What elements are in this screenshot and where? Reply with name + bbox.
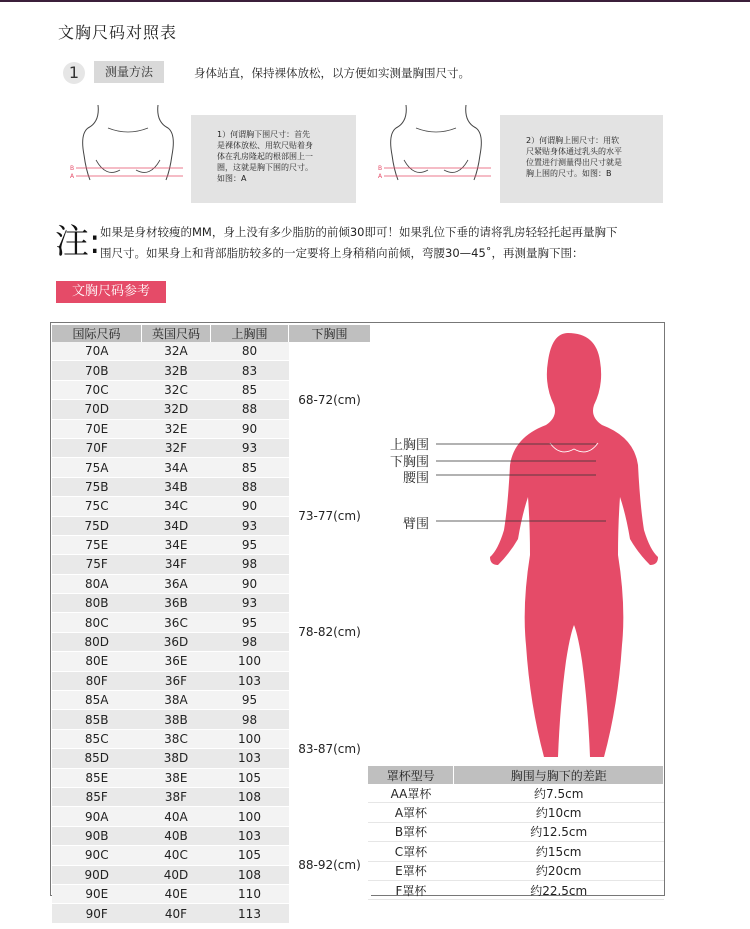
label-b: B	[378, 165, 383, 172]
cup-type-cell: F罩杯	[368, 880, 454, 899]
torso-sketch-overbust	[376, 100, 496, 200]
overbust-cell: 105	[211, 768, 289, 787]
overbust-cell: 88	[211, 400, 289, 419]
overbust-cell: 90	[211, 497, 289, 516]
torso-sketch-underbust	[68, 100, 188, 200]
international-size-cell: 70B	[52, 361, 142, 380]
international-size-cell: 90A	[52, 807, 142, 826]
table-row	[52, 342, 371, 361]
overbust-cell: 85	[211, 380, 289, 399]
measure-method-button: 测量方法	[94, 61, 164, 83]
international-size-cell: 75B	[52, 477, 142, 496]
international-size-cell: 70F	[52, 438, 142, 457]
cup-type-cell: A罩杯	[368, 803, 454, 822]
cup-difference-cell: 约12.5cm	[454, 822, 664, 841]
international-size-cell: 75F	[52, 555, 142, 574]
international-size-cell: 85F	[52, 787, 142, 806]
cup-difference-cell: 约7.5cm	[454, 784, 664, 803]
uk-size-cell: 38C	[142, 729, 211, 748]
size-chart	[50, 322, 665, 921]
international-size-cell: 90E	[52, 884, 142, 903]
info-line: 体在乳房隆起的根部围上一	[217, 152, 313, 161]
table-row	[368, 861, 664, 880]
uk-size-cell: 38F	[142, 787, 211, 806]
overbust-cell: 93	[211, 594, 289, 613]
international-size-cell: 75E	[52, 535, 142, 554]
overbust-cell: 103	[211, 749, 289, 768]
overbust-cell: 98	[211, 710, 289, 729]
underbust-range-cell: 68-72(cm)	[289, 342, 371, 458]
page-title: 文胸尺码对照表	[58, 23, 178, 42]
international-size-cell: 70E	[52, 419, 142, 438]
international-size-cell: 75C	[52, 497, 142, 516]
overbust-cell: 110	[211, 884, 289, 903]
international-size-cell: 80D	[52, 632, 142, 651]
international-size-cell: 70D	[52, 400, 142, 419]
international-size-cell: 70A	[52, 342, 142, 361]
overbust-cell: 85	[211, 458, 289, 477]
underbust-range-cell: 73-77(cm)	[289, 458, 371, 574]
underbust-range-cell: 83-87(cm)	[289, 691, 371, 807]
uk-size-cell: 36A	[142, 574, 211, 593]
uk-size-cell: 40C	[142, 846, 211, 865]
international-size-cell: 90C	[52, 846, 142, 865]
overbust-cell: 95	[211, 691, 289, 710]
overbust-cell: 90	[211, 419, 289, 438]
cup-difference-cell: 约10cm	[454, 803, 664, 822]
cup-type-cell: E罩杯	[368, 861, 454, 880]
header-cup-type: 罩杯型号	[368, 766, 454, 784]
label-waist: 腰围	[403, 471, 430, 486]
international-size-cell: 85C	[52, 729, 142, 748]
overbust-cell: 93	[211, 438, 289, 457]
overbust-cell: 113	[211, 904, 289, 923]
uk-size-cell: 32D	[142, 400, 211, 419]
cup-type-cell: B罩杯	[368, 822, 454, 841]
overbust-cell: 108	[211, 787, 289, 806]
header-difference: 胸围与胸下的差距	[454, 766, 664, 784]
size-table-header	[52, 325, 371, 342]
label-a: A	[378, 173, 383, 180]
step-number: 1	[63, 62, 85, 84]
uk-size-cell: 36F	[142, 671, 211, 690]
overbust-cell: 90	[211, 574, 289, 593]
overbust-cell: 103	[211, 671, 289, 690]
table-row	[368, 803, 664, 822]
international-size-cell: 90F	[52, 904, 142, 923]
label-upper-bust: 上胸围	[390, 438, 430, 453]
underbust-info-box	[191, 115, 356, 203]
header-international: 国际尺码	[52, 325, 142, 342]
international-size-cell: 80E	[52, 652, 142, 671]
international-size-cell: 70C	[52, 380, 142, 399]
overbust-cell: 95	[211, 535, 289, 554]
uk-size-cell: 36D	[142, 632, 211, 651]
overbust-cell: 93	[211, 516, 289, 535]
female-silhouette	[368, 325, 664, 766]
table-row	[52, 574, 371, 593]
body-figure-area	[368, 325, 664, 766]
uk-size-cell: 32B	[142, 361, 211, 380]
uk-size-cell: 40B	[142, 826, 211, 845]
uk-size-cell: 34C	[142, 497, 211, 516]
underbust-range-cell: 78-82(cm)	[289, 574, 371, 690]
table-row	[368, 880, 664, 899]
table-row	[368, 842, 664, 861]
international-size-cell: 90B	[52, 826, 142, 845]
international-size-cell: 80C	[52, 613, 142, 632]
international-size-cell: 85A	[52, 691, 142, 710]
overbust-cell: 95	[211, 613, 289, 632]
info-line: 位置进行测量得出尺寸就是	[526, 158, 622, 167]
uk-size-cell: 38B	[142, 710, 211, 729]
step-description: 身体站直，保持裸体放松，以方便如实测量胸围尺寸。	[194, 66, 470, 80]
uk-size-cell: 36C	[142, 613, 211, 632]
uk-size-cell: 32E	[142, 419, 211, 438]
size-reference-tag: 文胸尺码参考	[56, 281, 166, 303]
table-row	[52, 807, 371, 826]
cup-table	[368, 766, 664, 900]
international-size-cell: 75A	[52, 458, 142, 477]
header-overbust: 上胸围	[211, 325, 289, 342]
note-text	[100, 222, 680, 264]
uk-size-cell: 40F	[142, 904, 211, 923]
label-b: B	[70, 165, 75, 172]
table-row	[368, 822, 664, 841]
table-row	[52, 691, 371, 710]
uk-size-cell: 32A	[142, 342, 211, 361]
overbust-cell: 80	[211, 342, 289, 361]
overbust-cell: 88	[211, 477, 289, 496]
table-row	[52, 458, 371, 477]
info-line: 是裸体放松、用软尺贴着身	[217, 141, 313, 150]
cup-difference-cell: 约22.5cm	[454, 880, 664, 899]
overbust-cell: 100	[211, 807, 289, 826]
international-size-cell: 85B	[52, 710, 142, 729]
uk-size-cell: 38A	[142, 691, 211, 710]
overbust-cell: 83	[211, 361, 289, 380]
cup-table-header	[368, 766, 664, 784]
overbust-cell: 105	[211, 846, 289, 865]
international-size-cell: 80F	[52, 671, 142, 690]
international-size-cell: 75D	[52, 516, 142, 535]
info-line: 胸上围的尺寸。如图：B	[526, 169, 612, 178]
overbust-cell: 98	[211, 632, 289, 651]
info-line: 圈，这就是胸下围的尺寸。	[217, 163, 313, 172]
uk-size-cell: 34B	[142, 477, 211, 496]
international-size-cell: 90D	[52, 865, 142, 884]
uk-size-cell: 32F	[142, 438, 211, 457]
table-row	[368, 784, 664, 803]
uk-size-cell: 40E	[142, 884, 211, 903]
uk-size-cell: 34E	[142, 535, 211, 554]
international-size-cell: 80A	[52, 574, 142, 593]
cup-type-cell: AA罩杯	[368, 784, 454, 803]
uk-size-cell: 38D	[142, 749, 211, 768]
note-line-1: 如果是身材较瘦的MM，身上没有多少脂肪的前倾30即可！如果乳位下垂的请将乳房轻轻托起再量胸下	[100, 225, 618, 239]
note-marker: 注:	[55, 222, 101, 262]
info-line: 1）何谓胸下围尺寸：首先	[217, 130, 311, 139]
info-line: 2）何谓胸上围尺寸：用软	[526, 136, 620, 145]
overbust-cell: 100	[211, 652, 289, 671]
international-size-cell: 85D	[52, 749, 142, 768]
uk-size-cell: 34D	[142, 516, 211, 535]
overbust-info-box	[500, 115, 663, 203]
uk-size-cell: 32C	[142, 380, 211, 399]
uk-size-cell: 36E	[142, 652, 211, 671]
international-size-cell: 80B	[52, 594, 142, 613]
info-line: 如图：A	[217, 174, 247, 183]
uk-size-cell: 38E	[142, 768, 211, 787]
uk-size-cell: 40A	[142, 807, 211, 826]
header-underbust: 下胸围	[289, 325, 371, 342]
uk-size-cell: 34F	[142, 555, 211, 574]
uk-size-cell: 36B	[142, 594, 211, 613]
overbust-cell: 103	[211, 826, 289, 845]
label-under-bust: 下胸围	[390, 455, 430, 470]
cup-difference-cell: 约20cm	[454, 861, 664, 880]
international-size-cell: 85E	[52, 768, 142, 787]
overbust-cell: 100	[211, 729, 289, 748]
cup-difference-cell: 约15cm	[454, 842, 664, 861]
underbust-range-cell: 88-92(cm)	[289, 807, 371, 923]
top-border	[0, 0, 750, 2]
uk-size-cell: 34A	[142, 458, 211, 477]
header-uk: 英国尺码	[142, 325, 211, 342]
uk-size-cell: 40D	[142, 865, 211, 884]
note-line-2: 围尺寸。如果身上和背部脂肪较多的一定要将上身稍稍向前倾，弯腰30—45˚，再测量胸下围：	[100, 246, 584, 260]
label-arm: 臂围	[403, 517, 430, 532]
cup-type-cell: C罩杯	[368, 842, 454, 861]
label-a: A	[70, 173, 75, 180]
info-line: 尺紧贴身体通过乳头的水平	[526, 147, 622, 156]
overbust-cell: 98	[211, 555, 289, 574]
size-table	[52, 325, 371, 924]
overbust-cell: 108	[211, 865, 289, 884]
